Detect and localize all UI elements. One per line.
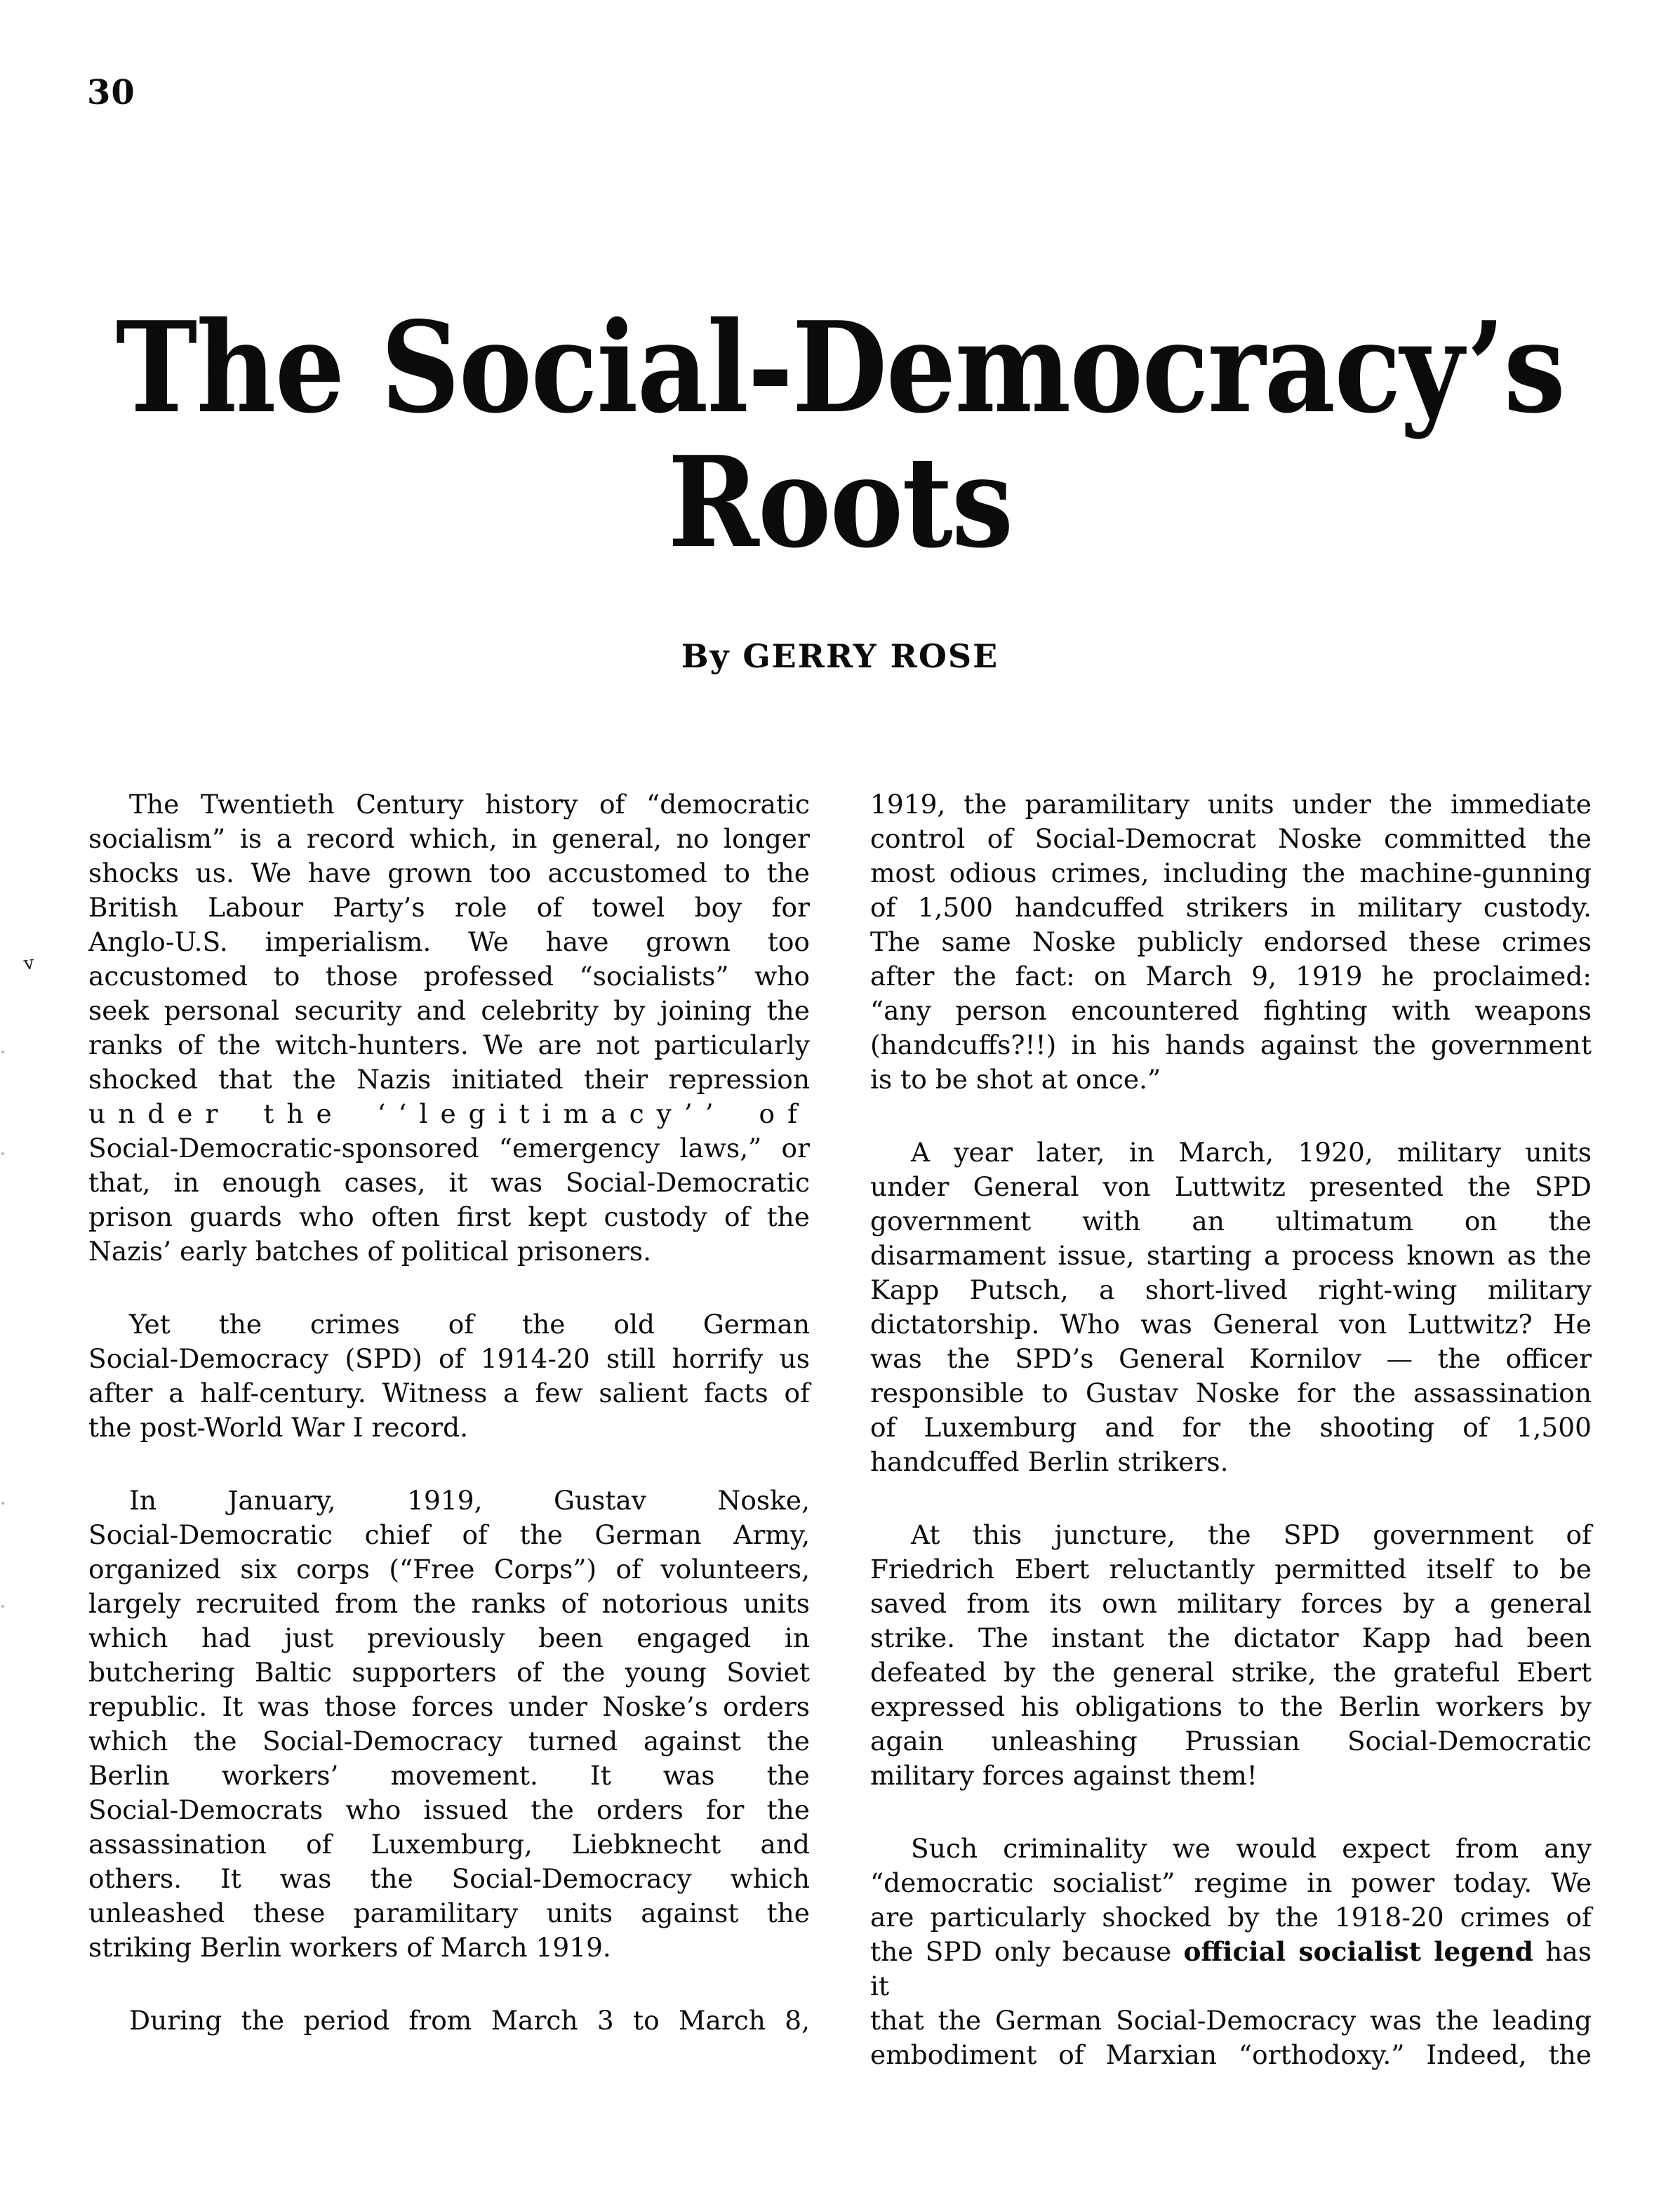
text-segment: the SPD only because <box>870 1936 1184 1967</box>
body-text-line: is to be shot at once.” <box>870 1064 1161 1095</box>
body-text-line: striking Berlin workers of March 1919. <box>88 1932 611 1963</box>
right-column <box>870 787 1592 2072</box>
body-text-line: expressed his obligations to the Berlin workers by <box>870 1691 1592 1722</box>
bold-emphasis: official socialist legend <box>1183 1936 1533 1967</box>
body-text-line: most odious crimes, including the machine-gunning <box>870 858 1592 888</box>
body-text-line: accustomed to those professed “socialists” who <box>88 961 810 992</box>
body-text-line: disarmament issue, starting a process known as the <box>870 1240 1592 1271</box>
paragraph <box>88 2004 810 2038</box>
body-text-line: strike. The instant the dictator Kapp had been <box>870 1622 1592 1653</box>
body-text-line: (handcuffs?!!) in his hands against the government <box>870 1029 1592 1060</box>
body-text-line: Anglo-U.S. imperialism. We have grown too <box>88 926 810 957</box>
body-text-line: In January, 1919, Gustav Noske, <box>129 1485 810 1516</box>
scan-speck <box>1 1152 4 1155</box>
body-text-line: government with an ultimatum on the <box>870 1206 1592 1236</box>
scan-speck <box>1 1605 4 1608</box>
article-body <box>88 787 1592 2072</box>
body-text-line: of 1,500 handcuffed strikers in military custody. <box>870 892 1592 923</box>
body-text-line: “democratic socialist” regime in power today. We <box>870 1867 1592 1898</box>
body-text-line: A year later, in March, 1920, military units <box>911 1137 1592 1168</box>
body-text-line: assassination of Luxemburg, Liebknecht and <box>88 1829 810 1860</box>
body-text-line: under the ‘‘legitimacy’’ of <box>88 1098 810 1129</box>
body-text-line: Berlin workers’ movement. It was the <box>88 1760 810 1791</box>
body-text-line: handcuffed Berlin strikers. <box>870 1446 1229 1477</box>
body-text-line: Such criminality we would expect from any <box>911 1833 1592 1864</box>
body-text-line: organized six corps (“Free Corps”) of volunteers, <box>88 1554 810 1585</box>
body-text-line: largely recruited from the ranks of notorious units <box>88 1588 810 1619</box>
article-title-line-1: The Social-Democracy’s <box>115 294 1565 441</box>
body-text-line: which had just previously been engaged in <box>88 1622 810 1653</box>
paragraph <box>870 1518 1592 1793</box>
body-text-line: At this juncture, the SPD government of <box>911 1519 1592 1550</box>
handwritten-margin-mark: v <box>22 952 36 975</box>
body-text-line: saved from its own military forces by a general <box>870 1588 1592 1619</box>
body-text-line: “any person encountered fighting with weapons <box>870 995 1592 1026</box>
body-text-line: after a half-century. Witness a few salient facts of <box>88 1378 810 1408</box>
body-text-line: ranks of the witch-hunters. We are not particularly <box>88 1029 810 1060</box>
body-text-line: control of Social-Democrat Noske committed the <box>870 823 1592 854</box>
body-text-line: after the fact: on March 9, 1919 he proclaimed: <box>870 961 1592 992</box>
body-text-line: was the SPD’s General Kornilov — the officer <box>870 1343 1592 1374</box>
body-text-line: British Labour Party’s role of towel boy for <box>88 892 810 923</box>
body-text-line: unleashed these paramilitary units against the <box>88 1898 810 1928</box>
body-text-line: that the German Social-Democracy was the leading <box>870 2005 1592 2036</box>
paragraph <box>870 1832 1592 2072</box>
body-text-line: which the Social-Democracy turned against the <box>88 1726 810 1756</box>
body-text-line: the post-World War I record. <box>88 1412 469 1443</box>
body-text-line: again unleashing Prussian Social-Democratic <box>870 1726 1592 1756</box>
body-text-line: under General von Luttwitz presented the SPD <box>870 1171 1592 1202</box>
body-text-line: 1919, the paramilitary units under the immediate <box>870 789 1592 820</box>
body-text-line: embodiment of Marxian “orthodoxy.” Indeed, the <box>870 2039 1592 2070</box>
body-text-line: Kapp Putsch, a short-lived right-wing military <box>870 1274 1592 1305</box>
body-text-line: Yet the crimes of the old German <box>129 1309 810 1340</box>
text-segment: has it <box>870 1936 1592 2001</box>
body-text-line: seek personal security and celebrity by joining the <box>88 995 810 1026</box>
body-text-line: Social-Democracy (SPD) of 1914-20 still horrify us <box>88 1343 810 1374</box>
body-text-line: defeated by the general strike, the grateful Ebert <box>870 1657 1592 1688</box>
body-text-line: The same Noske publicly endorsed these crimes <box>870 926 1592 957</box>
scan-speck <box>1 1502 4 1505</box>
body-text-line: prison guards who often first kept custody of the <box>88 1201 810 1232</box>
body-text-line: Social-Democratic chief of the German Army, <box>88 1519 810 1550</box>
body-text-line: The Twentieth Century history of “democratic <box>129 789 810 820</box>
body-text-line: responsible to Gustav Noske for the assassination <box>870 1378 1592 1408</box>
body-text-line: of Luxemburg and for the shooting of 1,500 <box>870 1412 1592 1443</box>
body-text-line: shocked that the Nazis initiated their repression <box>88 1064 810 1095</box>
body-text-line <box>870 1935 1592 2004</box>
body-text-line: dictatorship. Who was General von Luttwitz? He <box>870 1309 1592 1340</box>
left-column <box>88 787 810 2072</box>
page-number: 30 <box>87 73 135 112</box>
body-text-line: Nazis’ early batches of political prisoners. <box>88 1236 651 1267</box>
body-text-line: Social-Democrats who issued the orders for the <box>88 1794 810 1825</box>
paragraph <box>870 787 1592 1097</box>
body-text-line: republic. It was those forces under Noske’s orders <box>88 1691 810 1722</box>
paragraph <box>88 1484 810 1965</box>
body-text-line: Friedrich Ebert reluctantly permitted itself to be <box>870 1554 1592 1585</box>
byline: By GERRY ROSE <box>681 637 999 675</box>
body-text-line: During the period from March 3 to March 8, <box>129 2005 810 2036</box>
body-text-line: military forces against them! <box>870 1760 1258 1791</box>
paragraph <box>88 787 810 1269</box>
paragraph <box>88 1307 810 1445</box>
body-text-line: butchering Baltic supporters of the young Soviet <box>88 1657 810 1688</box>
body-text-line: that, in enough cases, it was Social-Democratic <box>88 1167 810 1198</box>
article-title-line-2: Roots <box>667 429 1013 575</box>
body-text-line: Social-Democratic-sponsored “emergency laws,” or <box>88 1133 810 1164</box>
scan-speck <box>1 1051 4 1053</box>
article-title <box>0 294 1680 575</box>
body-text-line: are particularly shocked by the 1918-20 crimes of <box>870 1902 1592 1933</box>
paragraph <box>870 1135 1592 1479</box>
body-text-line: others. It was the Social-Democracy which <box>88 1863 810 1894</box>
body-text-line: socialism” is a record which, in general, no longer <box>88 823 810 854</box>
body-text-line: shocks us. We have grown too accustomed to the <box>88 858 810 888</box>
